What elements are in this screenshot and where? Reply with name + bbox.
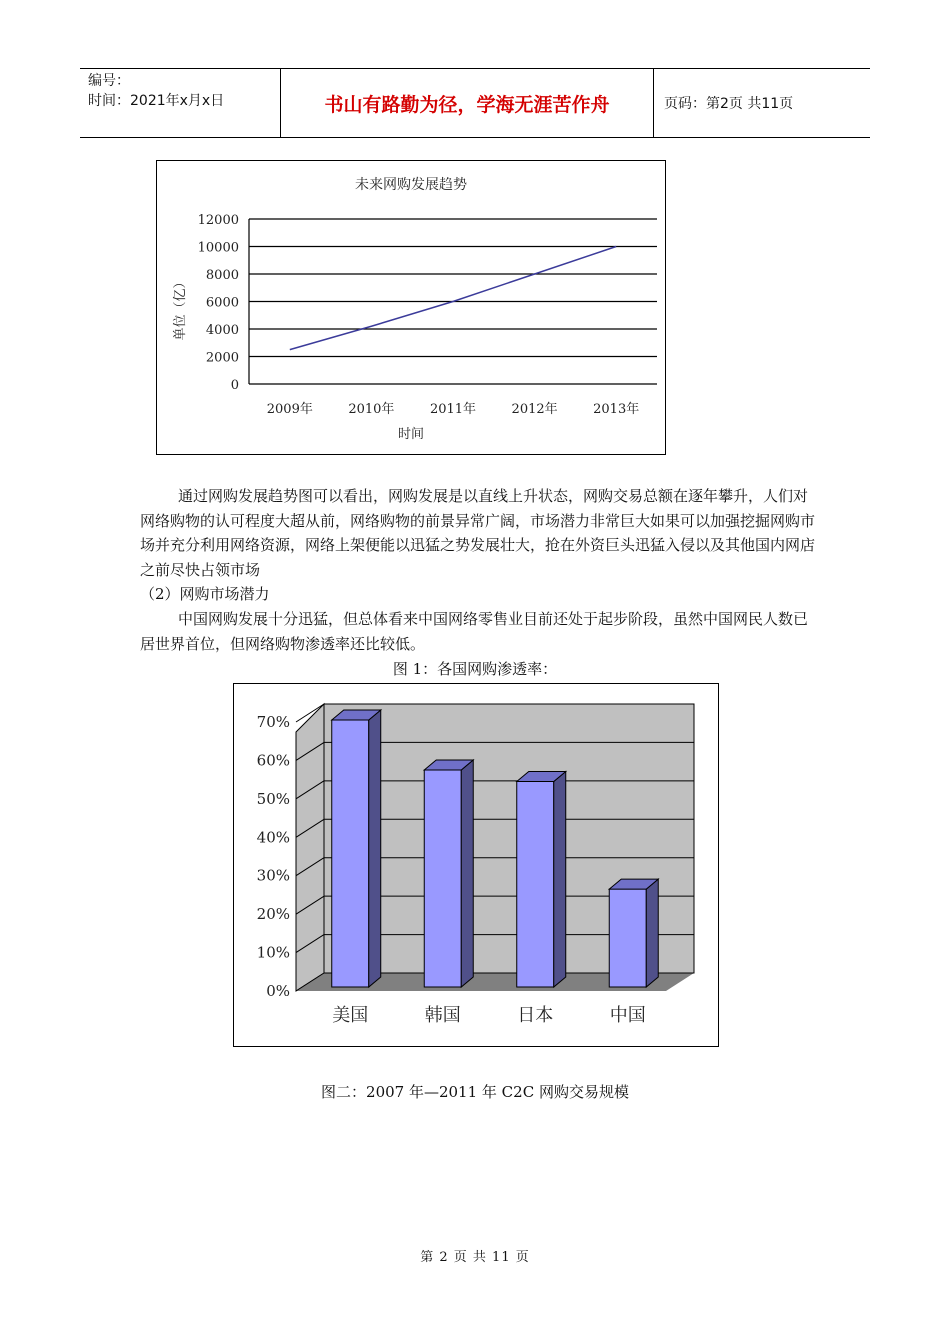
chart2-y-tick: 70% [256,713,290,731]
chart2-bar [424,760,473,987]
chart2-bar [517,771,566,987]
chart2-x-tick: 日本 [517,1005,554,1026]
chart2-bar-side [461,760,473,987]
number-label: 编号： [88,73,130,89]
penetration-bar-chart [233,683,719,1047]
chart1-xlabel: 时间 [397,427,425,442]
chart1-x-tick: 2012年 [511,402,558,417]
chart2-y-tick: 50% [256,789,290,808]
chart2-bar-side [369,710,381,987]
chart1-y-tick: 8000 [205,268,239,283]
chart2-bar [332,710,381,987]
chart2-y-tick: 20% [256,905,290,924]
chart2-bar-side [646,879,658,987]
header-meta [80,69,280,137]
chart2-bar-front [609,889,646,987]
page-footer: 第 2 页 共 11 页 [420,1250,530,1265]
chart1-x-tick: 2013年 [593,402,640,417]
chart1-y-tick: 0 [230,378,239,393]
chart2-x-tick: 中国 [609,1005,646,1026]
figure-2-caption: 图二：2007 年—2011 年 C2C 网购交易规模 [321,1083,629,1101]
header-page-info: 页码：第2页 共11页 [664,96,794,112]
chart1-title: 未来网购发展趋势 [355,177,467,193]
chart1-y-tick: 2000 [205,350,239,366]
chart1-y-tick: 12000 [197,213,239,228]
paragraph-2: 中国网购发展十分迅猛，但总体看来中国网络零售业目前还处于起步阶段，虽然中国网民人数已居世界首位，但网络购物渗透率还比较低。 [140,610,809,653]
chart1-x-tick: 2010年 [348,402,395,417]
page-header [80,68,870,138]
chart2-y-tick: 10% [256,943,290,962]
chart1-x-tick: 2011年 [429,402,477,417]
chart2-y-tick: 30% [256,866,290,885]
chart2-bar-front [424,770,461,987]
header-motto: 书山有路勤为径，学海无涯苦作舟 [280,69,654,137]
figure-1-caption: 图 1：各国网购渗透率： [392,660,558,678]
chart2-y-tick: 40% [256,828,290,847]
chart2-bar-front [332,720,369,987]
trend-line-chart-svg [157,161,664,453]
chart2-x-tick: 韩国 [424,1005,461,1026]
chart2-bar [609,879,658,987]
chart1-y-tick: 4000 [205,323,239,338]
chart2-y-tick: 0% [266,982,290,1000]
chart2-y-tick: 60% [256,751,290,770]
time-label: 时间：2021年x月x日 [88,93,225,109]
chart1-series-line [290,247,616,350]
chart1-y-tick: 6000 [205,295,239,311]
chart1-y-tick: 10000 [197,240,239,256]
trend-line-chart [156,160,666,455]
section-title: （2）网购市场潜力 [140,585,270,603]
chart2-bar-front [517,781,554,987]
chart1-x-tick: 2009年 [266,402,313,417]
penetration-bar-chart-svg [234,684,717,1045]
chart2-side-wall [296,704,324,991]
chart1-ylabel: 单位（亿） [173,275,188,341]
paragraph-1: 通过网购发展趋势图可以看出，网购发展是以直线上升状态，网购交易总额在逐年攀升，人们对网络购物的认可程度大超从前，网络购物的前景异常广阔，市场潜力非常巨大如果可以加强挖掘网购市场并充分利用网络资源，网络上架便能以迅猛之势发展壮大，抢在外资巨头迅猛入侵以及其他国内网店之前尽快占领市场 [140,487,816,579]
chart2-bar-side [554,771,566,987]
chart2-x-tick: 美国 [332,1005,369,1026]
